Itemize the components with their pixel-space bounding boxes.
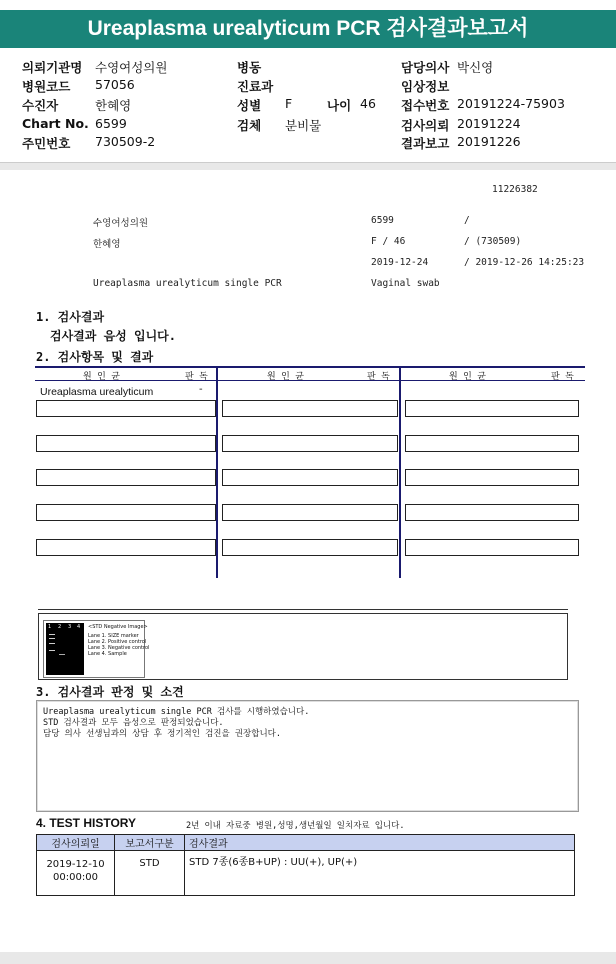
section-3-title: 3. 검사결과 판정 및 소견: [36, 685, 184, 699]
result-cell: [222, 400, 398, 417]
gel-image-frame: [43, 620, 150, 678]
report-test-name: Ureaplasma urealyticum single PCR: [93, 278, 282, 289]
result-cell: [222, 539, 398, 556]
info-key: 검사의뢰: [401, 118, 450, 133]
history-result: STD 7종(6종B+UP) : UU(+), UP(+): [185, 851, 575, 896]
result-cell: [36, 539, 216, 556]
col-pathogen: 원 인 균: [83, 372, 120, 382]
info-value: 박신영: [457, 60, 494, 75]
gel-legend: [88, 624, 149, 657]
report-id: 11226382: [492, 184, 538, 195]
info-key: 접수번호: [401, 98, 450, 113]
comment-line: 담당 의사 선생님과의 상담 후 정기적인 검진을 권장합니다.: [43, 729, 282, 739]
history-time: 00:00:00: [53, 872, 98, 883]
info-value: 분비물: [285, 118, 322, 133]
gel-title: <STD Negative Image>: [88, 624, 148, 630]
col-pathogen: 원 인 균: [449, 372, 486, 382]
result-cell: [405, 435, 579, 452]
report-specimen: Vaginal swab: [371, 278, 440, 289]
gel-legend-item: Lane 2. Positive control: [88, 639, 147, 645]
info-key: 임상정보: [401, 79, 450, 94]
table-row: [37, 851, 575, 896]
lane-number: 1: [48, 624, 52, 630]
gel-legend-item: Lane 3. Negative control: [88, 645, 150, 651]
comment-box: [36, 700, 579, 812]
history-col-date: 검사의뢰일: [37, 835, 115, 851]
info-key: 진료과: [237, 79, 274, 94]
result-cell: [405, 469, 579, 486]
gel-image-box: [38, 613, 568, 680]
info-value: 20191226: [457, 134, 521, 149]
col-judge: 판 독: [551, 372, 574, 382]
gel-legend-item: Lane 1. SIZE marker: [88, 633, 139, 639]
result-cell: [36, 504, 216, 521]
info-key: 병원코드: [22, 79, 71, 94]
info-value: F: [285, 96, 293, 111]
info-key: 수진자: [22, 98, 59, 113]
report-sex-age: F / 46: [371, 236, 406, 247]
section-2-title: 2. 검사항목 및 결과: [36, 350, 154, 364]
col-judge: 판 독: [185, 372, 208, 382]
info-value: 46: [360, 96, 376, 111]
page-footer-bar: [0, 952, 616, 964]
info-key: 담당의사: [401, 60, 450, 75]
comment-line: Ureaplasma urealyticum single PCR 검사를 시행하였습니다.: [43, 707, 310, 717]
lane-number: 3: [68, 624, 72, 630]
gel-image: [46, 623, 84, 675]
gel-band: [49, 634, 55, 635]
gel-band: [59, 654, 65, 655]
info-key: 성별: [237, 98, 262, 113]
item-pathogen: Ureaplasma urealyticum: [40, 386, 154, 398]
info-key: 병동: [237, 60, 262, 75]
report-birth: / (730509): [464, 236, 522, 247]
result-cell: [222, 469, 398, 486]
info-value: 한혜영: [95, 98, 132, 113]
info-key: Chart No.: [22, 116, 89, 131]
report-date-request: 2019-12-24: [371, 257, 429, 268]
section-1-result: 검사결과 음성 입니다.: [50, 329, 177, 343]
info-key: 주민번호: [22, 136, 71, 151]
report-chart: 6599: [371, 215, 394, 226]
info-value: 수영여성의원: [95, 60, 168, 75]
result-cell: [36, 400, 216, 417]
section-1-title: 1. 검사결과: [36, 310, 105, 324]
info-value: 730509-2: [95, 134, 156, 149]
history-type: STD: [115, 851, 185, 896]
col-judge: 판 독: [367, 372, 390, 382]
col-pathogen: 원 인 균: [267, 372, 304, 382]
info-value: 6599: [95, 116, 127, 131]
report-date-report: / 2019-12-26 14:25:23: [464, 257, 585, 268]
info-key: 검체: [237, 118, 262, 133]
gel-legend-item: Lane 4. Sample: [88, 651, 127, 657]
lane-number: 4: [77, 624, 81, 630]
result-cell: [222, 435, 398, 452]
result-cell: [36, 469, 216, 486]
section-4-title: 4. TEST HISTORY: [36, 816, 137, 830]
info-key: 결과보고: [401, 136, 450, 151]
item-judge: -: [199, 384, 203, 395]
page-separator: [0, 162, 616, 170]
result-cell: [222, 504, 398, 521]
gel-band: [49, 650, 55, 651]
divider: [38, 609, 568, 610]
history-header-row: [37, 835, 575, 851]
history-table: [36, 834, 575, 896]
report-patient: 한혜영: [93, 239, 121, 250]
table-divider: [399, 366, 401, 578]
result-cell: [405, 400, 579, 417]
history-note: 2년 이내 자료중 병원,성명,생년월일 일치자료 입니다.: [186, 821, 405, 831]
result-cell: [36, 435, 216, 452]
history-date-cell: [37, 851, 115, 896]
history-col-result: 검사결과: [185, 835, 575, 851]
info-value: 57056: [95, 77, 135, 92]
info-key: 나이: [327, 98, 352, 113]
info-value: 20191224: [457, 116, 521, 131]
result-cell: [405, 539, 579, 556]
history-col-type: 보고서구분: [115, 835, 185, 851]
gel-band: [49, 643, 55, 644]
gel-band: [49, 638, 55, 639]
history-date: 2019-12-10: [46, 859, 105, 870]
lane-number: 2: [58, 624, 62, 630]
result-cell: [405, 504, 579, 521]
comment-line: STD 검사결과 모두 음성으로 판정되었습니다.: [43, 718, 224, 728]
report-slash: /: [464, 215, 470, 226]
info-value: 20191224-75903: [457, 96, 565, 111]
info-key: 의뢰기관명: [22, 60, 83, 75]
items-table-header: [35, 366, 585, 381]
report-title: Ureaplasma urealyticum PCR 검사결과보고서: [0, 10, 616, 48]
report-clinic: 수영여성의원: [93, 218, 149, 229]
table-divider: [216, 366, 218, 578]
